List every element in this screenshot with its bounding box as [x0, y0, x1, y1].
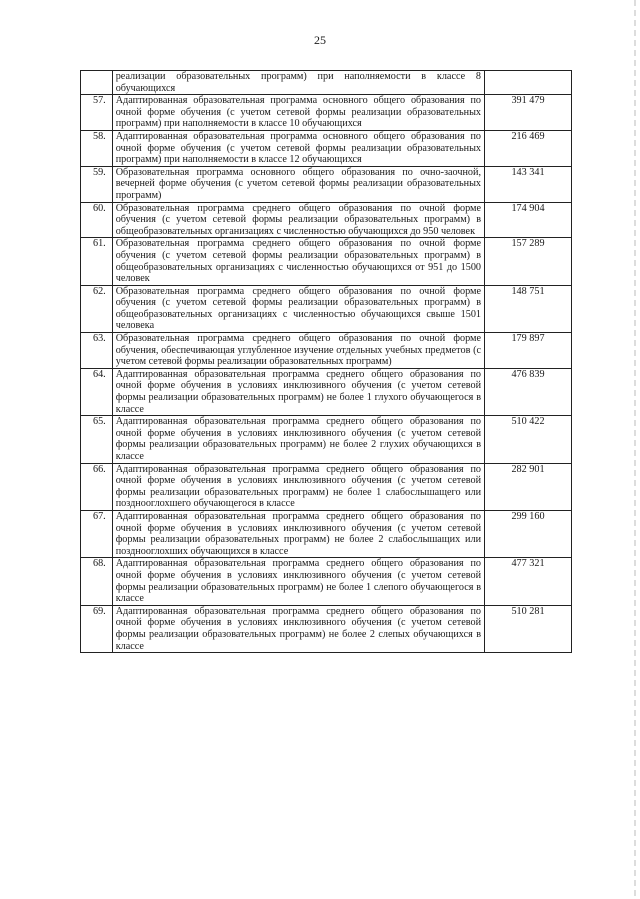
table-row — [81, 166, 572, 202]
row-description: Образовательная программа среднего общего образования по очной форме обучения (с учетом сетевой формы реализации образовательных программ) в общеобразовательных организациях с численностью обучающихся свыше 1501 человека — [112, 285, 484, 332]
table-row — [81, 333, 572, 369]
row-description: Адаптированная образовательная программа основного общего образования по очной форме обучения (с учетом сетевой формы реализации образовательных программ) при наполняемости в классе 12 обучающихся — [112, 130, 484, 166]
table-row — [81, 95, 572, 131]
row-number: 63. — [81, 333, 113, 369]
row-description: Адаптированная образовательная программа среднего общего образования по очной форме обучения в условиях инклюзивного обучения (с учетом сетевой формы реализации образовательных программ) не более 2 слабослышащих или позднооглохших обучающихся в классе — [112, 510, 484, 557]
table-row — [81, 463, 572, 510]
row-description: Образовательная программа среднего общего образования по очной форме обучения (с учетом сетевой формы реализации образовательных программ) в общеобразовательных организациях с численностью обучающихся от 951 до 1500 человек — [112, 238, 484, 285]
row-value: 391 479 — [485, 95, 572, 131]
row-number: 69. — [81, 605, 113, 652]
row-description: Адаптированная образовательная программа среднего общего образования по очной форме обучения в условиях инклюзивного обучения (с учетом сетевой формы реализации образовательных программ) не более 1 слабослышащего или позднооглохшего обучающегося в классе — [112, 463, 484, 510]
row-value: 282 901 — [485, 463, 572, 510]
row-number: 64. — [81, 368, 113, 415]
row-value: 477 321 — [485, 558, 572, 605]
table-row — [81, 238, 572, 285]
row-value: 143 341 — [485, 166, 572, 202]
row-description: Образовательная программа среднего общего образования по очной форме обучения (с учетом сетевой формы реализации образовательных программ) в общеобразовательных организациях с численностью обучающихся до 950 человек — [112, 202, 484, 238]
row-value: 157 289 — [485, 238, 572, 285]
table-row — [81, 71, 572, 95]
table-row — [81, 130, 572, 166]
row-value: 148 751 — [485, 285, 572, 332]
row-value: 510 281 — [485, 605, 572, 652]
cost-table — [80, 70, 572, 653]
table-row — [81, 510, 572, 557]
table-row — [81, 202, 572, 238]
row-number — [81, 71, 113, 95]
table-row — [81, 605, 572, 652]
row-number: 62. — [81, 285, 113, 332]
row-description: Адаптированная образовательная программа среднего общего образования по очной форме обучения в условиях инклюзивного обучения (с учетом сетевой формы реализации образовательных программ) не более 2 слепых обучающихся в классе — [112, 605, 484, 652]
row-value: 510 422 — [485, 416, 572, 463]
row-description: Образовательная программа среднего общего образования по очной форме обучения, обеспечивающая углубленное изучение отдельных учебных предметов (с учетом сетевой формы реализации образовательных программ) — [112, 333, 484, 369]
row-number: 58. — [81, 130, 113, 166]
row-description: реализации образовательных программ) при наполняемости в классе 8 обучающихся — [112, 71, 484, 95]
row-value: 216 469 — [485, 130, 572, 166]
row-number: 65. — [81, 416, 113, 463]
table-row — [81, 558, 572, 605]
table-row — [81, 285, 572, 332]
row-description: Адаптированная образовательная программа среднего общего образования по очной форме обучения в условиях инклюзивного обучения (с учетом сетевой формы реализации образовательных программ) не более 2 глухих обучающихся в классе — [112, 416, 484, 463]
row-number: 60. — [81, 202, 113, 238]
row-number: 59. — [81, 166, 113, 202]
scan-edge-shadow — [634, 0, 636, 899]
row-number: 66. — [81, 463, 113, 510]
row-value: 174 904 — [485, 202, 572, 238]
row-number: 57. — [81, 95, 113, 131]
table-row — [81, 416, 572, 463]
row-description: Образовательная программа основного общего образования по очно-заочной, вечерней форме обучения (с учетом сетевой формы реализации образовательных программ) — [112, 166, 484, 202]
row-value — [485, 71, 572, 95]
row-value: 299 160 — [485, 510, 572, 557]
row-description: Адаптированная образовательная программа среднего общего образования по очной форме обучения в условиях инклюзивного обучения (с учетом сетевой формы реализации образовательных программ) не более 1 слепого обучающегося в классе — [112, 558, 484, 605]
row-value: 476 839 — [485, 368, 572, 415]
row-number: 67. — [81, 510, 113, 557]
row-description: Адаптированная образовательная программа основного общего образования по очной форме обучения (с учетом сетевой формы реализации образовательных программ) при наполняемости в классе 10 обучающихся — [112, 95, 484, 131]
page-number: 25 — [314, 33, 326, 47]
table-row — [81, 368, 572, 415]
row-value: 179 897 — [485, 333, 572, 369]
row-number: 68. — [81, 558, 113, 605]
row-description: Адаптированная образовательная программа среднего общего образования по очной форме обучения в условиях инклюзивного обучения (с учетом сетевой формы реализации образовательных программ) не более 1 глухого обучающегося в классе — [112, 368, 484, 415]
row-number: 61. — [81, 238, 113, 285]
